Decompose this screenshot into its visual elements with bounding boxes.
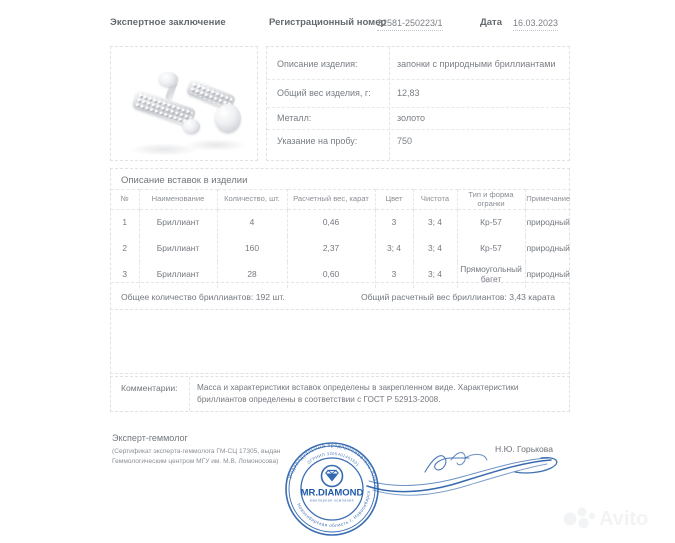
comments-column-divider [189,377,190,411]
date-label: Дата [480,17,502,28]
col-header-note: Примечание [525,190,571,210]
table-row [111,236,571,262]
col-header-number: № [111,190,139,210]
document-footer [110,430,570,529]
cell-name: Бриллиант [139,236,217,262]
item-description-label: Описание изделия: [277,59,358,69]
inserts-table [111,189,571,288]
cell-cut: Кр-57 [457,210,525,237]
seal-ring-top-text: Индивидуальный предприниматель Алекс [287,442,379,489]
cell-weight: 0,46 [287,210,375,237]
description-column-divider [389,47,390,160]
cell-clarity: 3; 4 [413,210,457,237]
cell-number: 1 [111,210,139,237]
comments-text: Масса и характеристики вставок определены в закрепленном виде. Характеристики бриллиантов определены в соответствии с ГОСТ Р 52913-2008. [197,383,519,404]
total-weight-label: Общий вес изделия, г: [277,88,371,98]
avito-watermark [563,503,663,529]
inserts-totals-row [111,282,569,311]
cell-quantity: 4 [217,210,287,237]
description-row-divider [267,79,569,80]
expert-signature-name: Н.Ю. Горькова [495,444,554,454]
seal-brand-text: MR.DIAMOND [300,487,364,499]
date-value: 16.03.2023 [513,18,558,31]
cufflinks-photo [111,47,257,160]
col-header-quantity: Количество, шт. [217,190,287,210]
avito-watermark-text: Avito [599,508,649,529]
page-title: Экспертное заключение [110,17,226,28]
expert-certificate-text: (Сертификат эксперта-геммолога ГМ-СЦ 17305, выдан Геммологическим центром МГУ им. М.В. Ломоносова) [112,448,281,465]
item-description-value: запонки с природными бриллиантами [397,59,556,69]
total-weight-value: 12,83 [397,88,420,98]
item-photo-panel [110,46,258,161]
cell-name: Бриллиант [139,262,217,288]
seal-ogrnip-text: ОГРНИП 3205401401501 [306,450,361,468]
company-seal-stamp [278,435,386,543]
cell-color: 3 [375,262,413,288]
item-description-panel [266,46,570,161]
registration-number-value: 22581-250223/1 [377,18,443,31]
cell-color: 3 [375,210,413,237]
cell-number: 3 [111,262,139,288]
cell-clarity: 3; 4 [413,236,457,262]
inserts-title: Описание вставок в изделии [121,175,248,186]
cell-note: природный [525,210,571,237]
document-header [110,14,570,36]
seal-brand-subtitle: ювелирная компания [309,498,355,503]
cell-cut: Прямоугольный багет [457,262,525,288]
cell-cut: Кр-57 [457,236,525,262]
table-row [111,210,571,237]
diamond-emblem-icon [322,466,343,487]
col-header-weight: Расчетный вес, карат [287,190,375,210]
comments-panel [110,376,570,412]
cell-quantity: 160 [217,236,287,262]
metal-value: золото [397,113,426,123]
fineness-value: 750 [397,136,413,146]
blank-area-panel [110,312,570,374]
cell-weight: 2,37 [287,236,375,262]
cell-note: природный [525,262,571,288]
description-row-divider [267,129,569,130]
total-diamond-weight: Общий расчетный вес бриллиантов: 3,43 карата [361,292,556,302]
col-header-cut: Тип и форма огранки [457,190,525,210]
table-header-row [111,190,571,210]
cell-clarity: 3; 4 [413,262,457,288]
col-header-clarity: Чистота [413,190,457,210]
seal-ring-bottom-text: Новосибирская область г. Новосибирск [296,490,371,529]
cell-note: природный [525,236,571,262]
cell-name: Бриллиант [139,210,217,237]
comments-label: Комментарии: [121,383,178,393]
registration-number-label: Регистрационный номер [269,17,387,28]
cell-color: 3; 4 [375,236,413,262]
cell-weight: 0,60 [287,262,375,288]
fineness-label: Указание на пробу: [277,136,358,146]
metal-label: Металл: [277,113,312,123]
cell-quantity: 28 [217,262,287,288]
col-header-name: Наименование [139,190,217,210]
inserts-panel [110,168,570,310]
cell-number: 2 [111,236,139,262]
total-diamond-count: Общее количество бриллиантов: 192 шт. [121,292,285,302]
expert-title: Эксперт-геммолог [112,433,188,443]
col-header-color: Цвет [375,190,413,210]
description-row-divider [267,107,569,108]
